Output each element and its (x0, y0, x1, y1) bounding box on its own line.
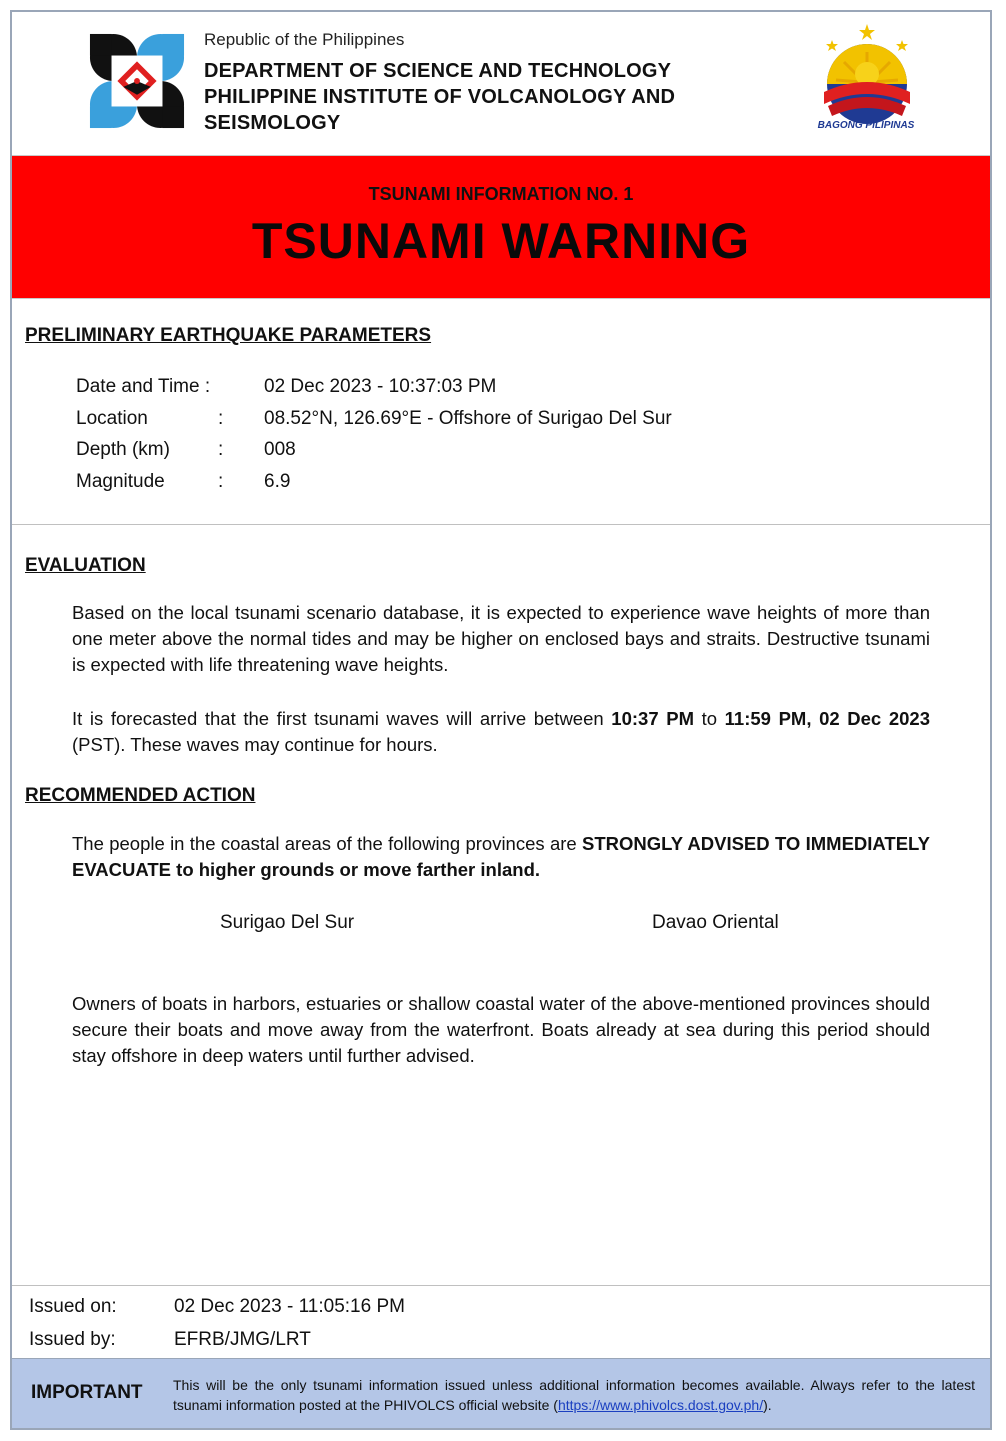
param-colon: : (218, 470, 224, 492)
evaluation-heading: EVALUATION (25, 555, 146, 576)
forecast-text: It is forecasted that the first tsunami waves will arrive between (72, 708, 612, 729)
forecast-start-time: 10:37 PM (611, 708, 694, 729)
param-colon: : (218, 439, 224, 460)
boats-paragraph: Owners of boats in harbors, estuaries or shallow coastal water of the above-mentioned provinces should secure their boats and move away from the waterfront. Boats already at sea during this period should stay offshore in deep waters until further advised. (72, 993, 930, 1066)
province-item: Davao Oriental (652, 912, 779, 933)
important-text: This will be the only tsunami information issued unless additional information becomes available. Always refer to the latest tsunami information posted at the PHIVOLCS official website ( (173, 1377, 975, 1413)
issued-on-label: Issued on: (29, 1296, 117, 1317)
evacuation-advisory: STRONGLY ADVISED TO IMMEDIATELY EVACUATE to higher grounds or move farther inland. (72, 833, 930, 880)
param-value: 6.9 (264, 470, 291, 492)
evaluation-paragraph: Based on the local tsunami scenario database, it is expected to experience wave heights of more than one meter above the normal tides and may be higher on enclosed bays and straits. Destructive tsunami is expected with life threatening wave heights. (72, 602, 930, 675)
section-divider (12, 524, 990, 525)
warning-banner (12, 155, 990, 299)
recommended-heading: RECOMMENDED ACTION (25, 785, 256, 806)
important-text: ). (763, 1397, 772, 1413)
param-value: 08.52°N, 126.69°E - Offshore of Surigao Del Sur (264, 407, 672, 429)
agency-line-3: SEISMOLOGY (204, 112, 341, 134)
param-value: 02 Dec 2023 - 10:37:03 PM (264, 376, 497, 397)
evacuation-paragraph (72, 831, 930, 883)
forecast-paragraph (72, 706, 930, 758)
issued-by-value: EFRB/JMG/LRT (174, 1329, 311, 1350)
param-label: Depth (km) (76, 439, 170, 460)
agency-line-2: PHILIPPINE INSTITUTE OF VOLCANOLOGY AND (204, 86, 676, 108)
important-note (173, 1375, 975, 1415)
agency-block (204, 30, 675, 136)
param-colon: : (218, 407, 224, 429)
republic-label: Republic of the Philippines (204, 30, 405, 49)
province-item: Surigao Del Sur (220, 912, 355, 933)
issued-on-value: 02 Dec 2023 - 11:05:16 PM (174, 1296, 405, 1317)
forecast-text: (PST). These waves may continue for hours. (72, 734, 438, 755)
bulletin-page (10, 10, 992, 1430)
bagong-pilipinas-text: BAGONG PILIPINAS (817, 120, 915, 131)
param-label: Date and Time : (76, 376, 211, 397)
forecast-end-time: 11:59 PM, 02 Dec 2023 (724, 708, 930, 729)
param-label: Magnitude (76, 470, 165, 492)
dost-logo-icon (88, 32, 186, 130)
param-label: Location (76, 407, 148, 429)
forecast-text: to (693, 708, 725, 729)
agency-line-1: DEPARTMENT OF SCIENCE AND TECHNOLOGY (204, 60, 672, 82)
warning-title: TSUNAMI WARNING (251, 213, 751, 269)
header (12, 12, 990, 155)
param-value: 008 (264, 439, 296, 460)
parameters-heading: PRELIMINARY EARTHQUAKE PARAMETERS (25, 325, 432, 346)
important-label: IMPORTANT (31, 1382, 143, 1403)
evacuation-text: The people in the coastal areas of the following provinces are (72, 833, 583, 854)
section-divider (12, 1285, 990, 1286)
issued-by-label: Issued by: (29, 1329, 116, 1350)
important-footer (12, 1358, 990, 1429)
phivolcs-website-link[interactable]: https://www.phivolcs.dost.gov.ph/ (557, 1397, 764, 1413)
information-number: TSUNAMI INFORMATION NO. 1 (368, 184, 634, 204)
